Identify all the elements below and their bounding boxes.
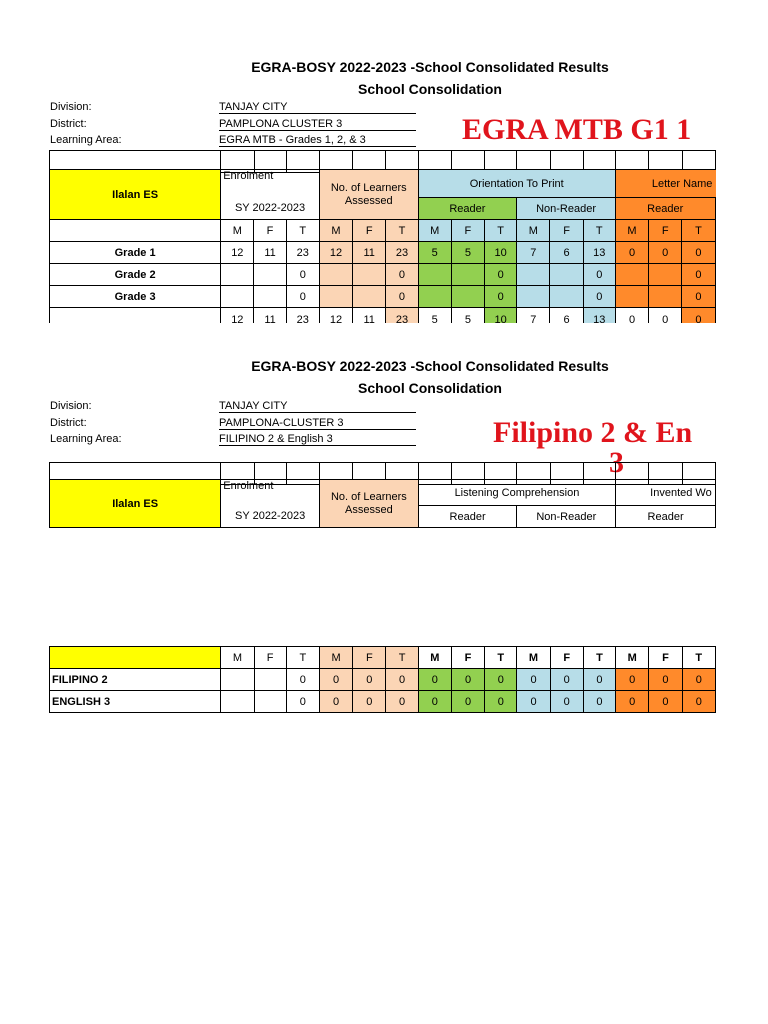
cell: 0 (319, 691, 352, 713)
cell (418, 286, 451, 308)
cell: 0 (418, 691, 451, 713)
mft-cell: F (550, 220, 583, 242)
mft-cell: F (649, 220, 682, 242)
mft-cell: T (485, 220, 517, 242)
cell: 0 (418, 669, 451, 691)
cell: 0 (682, 308, 715, 324)
otp-non-reader-header: Non-Reader (517, 198, 616, 220)
enrolment-label: Enrolment (221, 170, 320, 198)
cell: 0 (485, 669, 517, 691)
mft-cell: T (485, 647, 517, 669)
report-title: EGRA-BOSY 2022-2023 -School Consolidated Results (251, 59, 609, 75)
table-row (50, 286, 717, 308)
mft-cell: M (418, 220, 451, 242)
table-row (50, 691, 716, 713)
table1-viewport (49, 169, 716, 323)
orientation-to-print-header: Orientation To Print (418, 170, 615, 198)
invented-words-header (616, 480, 716, 506)
district-label: District: (50, 118, 87, 130)
cell: 0 (616, 669, 649, 691)
report-subtitle: School Consolidation (358, 81, 502, 97)
cell (221, 691, 254, 713)
cell: 0 (451, 691, 484, 713)
learners-assessed-header-2: No. of Learners Assessed (319, 480, 418, 528)
cell (353, 286, 386, 308)
cell: 0 (286, 691, 319, 713)
mft-header-row (50, 220, 717, 242)
mft-cell: F (550, 647, 583, 669)
cell (715, 308, 716, 324)
cell: 0 (616, 691, 649, 713)
cell: 10 (485, 308, 517, 324)
filipino-english-header-table (49, 479, 716, 528)
invented-words-label: Invented Wo (650, 486, 712, 499)
cell: 0 (386, 691, 418, 713)
school-year: SY 2022-2023 (221, 198, 320, 220)
mft-cell: F (254, 647, 286, 669)
cell: 23 (286, 242, 319, 264)
mft-cell: F (649, 647, 682, 669)
enrolment-label-2: Enrolment (221, 480, 320, 506)
cell: 7 (517, 308, 550, 324)
mft-cell: F (353, 220, 386, 242)
cell (550, 286, 583, 308)
cell: 12 (319, 242, 352, 264)
cell: 0 (649, 691, 682, 713)
cell: 0 (550, 691, 583, 713)
cell: 13 (583, 308, 615, 324)
cell: 6 (550, 242, 583, 264)
cell: 0 (583, 264, 615, 286)
mft-cell: M (221, 220, 254, 242)
mft-cell: T (386, 647, 418, 669)
mft-blank (50, 220, 221, 242)
cell: 0 (485, 286, 517, 308)
cell: 12 (319, 308, 352, 324)
cell (221, 264, 254, 286)
mft-blank (50, 647, 221, 669)
listening-non-reader-header: Non-Reader (517, 506, 616, 528)
row-label: FILIPINO 2 (50, 669, 221, 691)
cell: 13 (583, 242, 615, 264)
cell: 23 (286, 308, 319, 324)
cell (715, 264, 716, 286)
subject-banner (462, 113, 718, 151)
district-label-2: District: (50, 417, 87, 429)
cell: 0 (517, 691, 550, 713)
subject-banner-2-line2: 3 (609, 446, 624, 479)
cell: 0 (550, 669, 583, 691)
cell: 10 (485, 242, 517, 264)
division-label-2: Division: (50, 400, 92, 412)
mft-cell (715, 220, 716, 242)
cell: 11 (254, 308, 286, 324)
table-row (50, 264, 717, 286)
district-value-2: PAMPLONA-CLUSTER 3 (219, 417, 416, 430)
cell: 11 (254, 242, 286, 264)
cell: 0 (649, 242, 682, 264)
cell: 0 (682, 691, 715, 713)
cell: 0 (682, 286, 715, 308)
district-value: PAMPLONA CLUSTER 3 (219, 118, 416, 131)
cell (254, 669, 286, 691)
cell: 0 (386, 669, 418, 691)
cell: 0 (451, 669, 484, 691)
cell (517, 286, 550, 308)
totals-row (50, 308, 717, 324)
cell: 0 (682, 242, 715, 264)
cell (418, 264, 451, 286)
mft-cell: M (418, 647, 451, 669)
cell: 0 (517, 669, 550, 691)
mft-cell: M (517, 647, 550, 669)
mft-cell: T (682, 647, 715, 669)
cell (254, 264, 286, 286)
learning-area-value: EGRA MTB - Grades 1, 2, & 3 (219, 134, 416, 147)
cell: 5 (451, 242, 484, 264)
listening-reader-header: Reader (418, 506, 517, 528)
cell: 11 (353, 242, 386, 264)
cell: 0 (485, 691, 517, 713)
subject-banner-text: EGRA MTB G1 1 (462, 113, 692, 146)
cell (715, 242, 716, 264)
report-subtitle-2: School Consolidation (358, 380, 502, 396)
mft-cell: T (583, 220, 615, 242)
cell: 0 (583, 286, 615, 308)
mtb-results-table (49, 169, 716, 323)
division-value: TANJAY CITY (219, 101, 416, 114)
table-row (50, 242, 717, 264)
cell (517, 264, 550, 286)
learners-assessed-header: No. of Learners Assessed (319, 170, 418, 220)
cell: 0 (353, 691, 386, 713)
learning-area-value-2: FILIPINO 2 & English 3 (219, 433, 416, 446)
row-label: Grade 2 (50, 264, 221, 286)
row-label: Grade 3 (50, 286, 221, 308)
table-row (50, 669, 716, 691)
school-name: Ilalan ES (50, 170, 221, 220)
letter-reader-header: Reader (615, 198, 715, 220)
cell: 0 (682, 669, 715, 691)
invented-reader-header: Reader (616, 506, 716, 528)
mft-cell: M (615, 220, 648, 242)
mft-cell: T (386, 220, 418, 242)
division-label: Division: (50, 101, 92, 113)
cell (353, 264, 386, 286)
table2-viewport (49, 479, 716, 528)
mft-cell: M (517, 220, 550, 242)
cell (615, 286, 648, 308)
mft-cell: M (221, 647, 254, 669)
cell: 0 (353, 669, 386, 691)
mft-cell: T (682, 220, 715, 242)
cell: 0 (286, 669, 319, 691)
cell: 0 (319, 669, 352, 691)
cell: 0 (386, 286, 418, 308)
cell: 7 (517, 242, 550, 264)
cell (254, 286, 286, 308)
mft-cell: M (319, 220, 352, 242)
cell: 0 (485, 264, 517, 286)
mft-cell: M (319, 647, 352, 669)
cell: 5 (418, 308, 451, 324)
row-label: Grade 1 (50, 242, 221, 264)
cell: 0 (583, 669, 615, 691)
mft-header-row (50, 647, 716, 669)
mft-cell: T (583, 647, 615, 669)
mft-cell: T (286, 647, 319, 669)
cell: 23 (386, 242, 418, 264)
cell (221, 286, 254, 308)
mft-cell: F (451, 220, 484, 242)
otp-reader-header: Reader (418, 198, 517, 220)
cell: 0 (286, 286, 319, 308)
school-year-2: SY 2022-2023 (221, 506, 320, 528)
cell: 6 (550, 308, 583, 324)
row-label: ENGLISH 3 (50, 691, 221, 713)
letter-name-header (615, 170, 716, 198)
row-label (50, 308, 221, 324)
listening-comprehension-header: Listening Comprehension (418, 480, 615, 506)
mft-cell: F (353, 647, 386, 669)
cell: 5 (451, 308, 484, 324)
report-title-2: EGRA-BOSY 2022-2023 -School Consolidated Results (251, 358, 609, 374)
cell: 0 (682, 264, 715, 286)
cell (221, 669, 254, 691)
cell: 0 (615, 242, 648, 264)
school-name-2: Ilalan ES (50, 480, 221, 528)
cell (649, 264, 682, 286)
cell: 0 (286, 264, 319, 286)
cell: 11 (353, 308, 386, 324)
cell: 0 (649, 308, 682, 324)
learning-area-label: Learning Area: (50, 134, 122, 146)
mft-cell: T (286, 220, 319, 242)
letter-name-label: Letter Name (651, 177, 713, 190)
cell (451, 286, 484, 308)
cell (649, 286, 682, 308)
cell (715, 286, 716, 308)
division-value-2: TANJAY CITY (219, 400, 416, 413)
learning-area-label-2: Learning Area: (50, 433, 122, 445)
cell (550, 264, 583, 286)
cell (451, 264, 484, 286)
cell (254, 691, 286, 713)
cell: 23 (386, 308, 418, 324)
cell: 0 (583, 691, 615, 713)
cell: 12 (221, 308, 254, 324)
mft-cell: F (254, 220, 286, 242)
mft-cell: M (616, 647, 649, 669)
subject-banner-2-line1: Filipino 2 & En (493, 416, 693, 449)
cell: 12 (221, 242, 254, 264)
cell: 0 (649, 669, 682, 691)
cell (319, 264, 352, 286)
mft-cell: F (451, 647, 484, 669)
cell (615, 264, 648, 286)
cell: 0 (386, 264, 418, 286)
subject-results-table (49, 646, 716, 713)
letter-extra-header (715, 198, 716, 220)
cell (319, 286, 352, 308)
cell: 0 (615, 308, 648, 324)
cell: 5 (418, 242, 451, 264)
